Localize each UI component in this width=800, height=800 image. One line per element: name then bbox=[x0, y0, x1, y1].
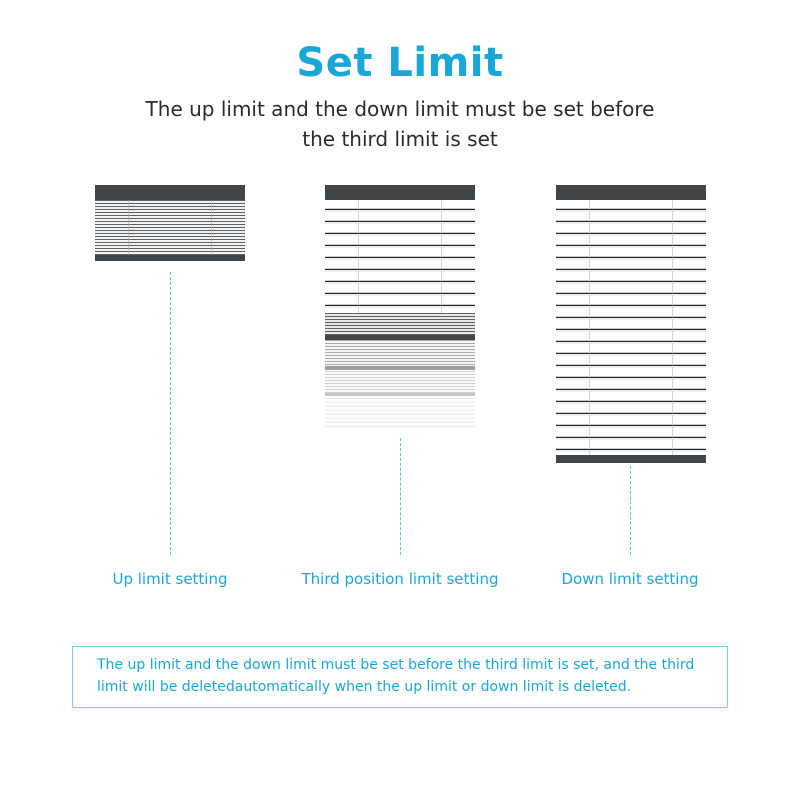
blind-bottom-rail bbox=[95, 255, 245, 261]
blind-slats-fade-2 bbox=[325, 371, 475, 393]
blind-cord-1 bbox=[358, 200, 359, 313]
label-third-position: Third position limit setting bbox=[301, 570, 499, 588]
blind-third-position-illustration bbox=[325, 185, 475, 430]
info-note-text: The up limit and the down limit must be set before the third limit is set, and the third limit will be deletedautomatically when the up limit or down limit is deleted. bbox=[97, 657, 695, 695]
blind-cord-2 bbox=[672, 200, 673, 455]
blind-cord-1 bbox=[128, 200, 129, 255]
page-subtitle: The up limit and the down limit must be set before the third limit is set bbox=[145, 97, 655, 151]
blind-slats-fade-1 bbox=[325, 340, 475, 366]
page-title: Set Limit bbox=[296, 40, 504, 86]
blind-slats-stacked-dark bbox=[325, 313, 475, 335]
blind-slats-lowered bbox=[556, 200, 706, 455]
blind-bottom-rail bbox=[556, 455, 706, 463]
blind-up-limit-illustration bbox=[95, 185, 245, 261]
blind-slats-fade-3 bbox=[325, 398, 475, 428]
up-limit-guide-line bbox=[170, 272, 171, 555]
blind-slats-open bbox=[325, 200, 475, 313]
blind-fade-rail-1 bbox=[325, 366, 475, 370]
blind-down-limit-illustration bbox=[556, 185, 706, 463]
third-position-guide-line bbox=[400, 438, 401, 555]
blind-headrail bbox=[325, 185, 475, 200]
blind-cord-1 bbox=[589, 200, 590, 455]
blind-fade-rail-2 bbox=[325, 393, 475, 396]
blind-headrail bbox=[95, 185, 245, 200]
down-limit-guide-line bbox=[630, 466, 631, 555]
blind-cord-2 bbox=[441, 200, 442, 313]
blind-cord-2 bbox=[211, 200, 212, 255]
info-note-box bbox=[72, 646, 728, 708]
blind-headrail bbox=[556, 185, 706, 200]
label-down-limit: Down limit setting bbox=[561, 570, 699, 588]
label-up-limit: Up limit setting bbox=[112, 570, 228, 588]
blind-slats-stacked bbox=[95, 200, 245, 255]
